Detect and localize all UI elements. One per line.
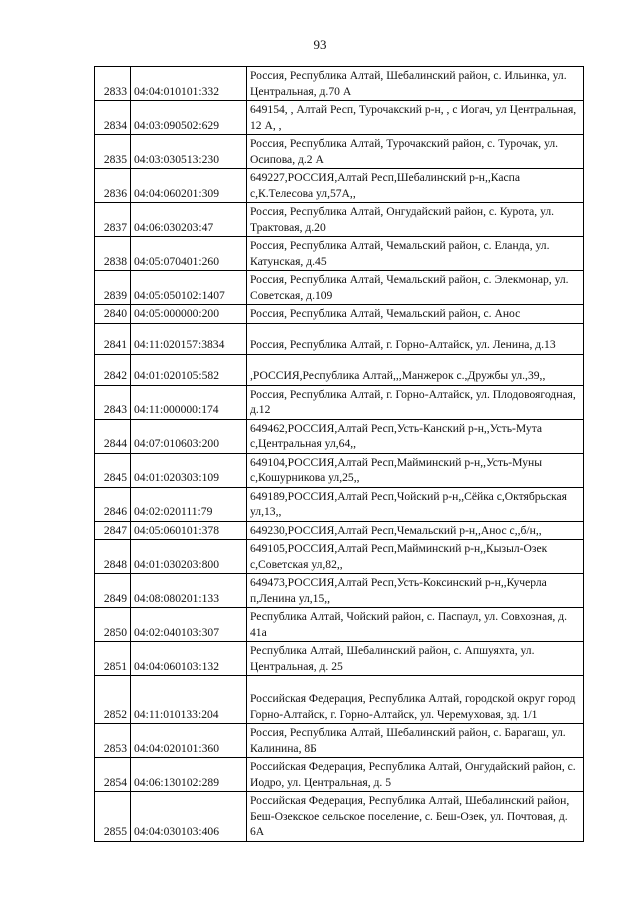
table-row	[95, 237, 584, 271]
table-row	[95, 169, 584, 203]
cadastral-number-cell: 04:11:000000:174	[131, 385, 247, 419]
row-number-cell: 2846	[95, 487, 131, 521]
cadastral-number-cell: 04:04:020101:360	[131, 724, 247, 758]
address-cell: Россия, Республика Алтай, Чемальский район, с. Еланда, ул. Катунская, д.45	[247, 237, 584, 271]
table-row	[95, 101, 584, 135]
address-cell: Республика Алтай, Чойский район, с. Паспаул, ул. Совхозная, д. 41а	[247, 608, 584, 642]
address-cell: Республика Алтай, Шебалинский район, с. Апшуяхта, ул. Центральная, д. 25	[247, 642, 584, 676]
address-cell: Россия, Республика Алтай, Онгудайский район, с. Курота, ул. Трактовая, д.20	[247, 203, 584, 237]
address-cell: 649189,РОССИЯ,Алтай Респ,Чойский р-н,,Сёйка с,Октябрьская ул,13,,	[247, 487, 584, 521]
address-cell: 649154, , Алтай Респ, Турочакский р-н, , с Иогач, ул Центральная, 12 А, ,	[247, 101, 584, 135]
table-row	[95, 792, 584, 842]
row-number-cell: 2840	[95, 305, 131, 324]
cadastral-number-cell: 04:07:010603:200	[131, 419, 247, 453]
cadastral-number-cell: 04:04:060201:309	[131, 169, 247, 203]
address-cell: Россия, Республика Алтай, г. Горно-Алтайск, ул. Плодовоягодная, д.12	[247, 385, 584, 419]
row-number-cell: 2834	[95, 101, 131, 135]
cadastral-number-cell: 04:05:050102:1407	[131, 271, 247, 305]
row-number-cell: 2845	[95, 453, 131, 487]
cadastral-number-cell: 04:02:020111:79	[131, 487, 247, 521]
address-cell: 649473,РОССИЯ,Алтай Респ,Усть-Коксинский р-н,,Кучерла п,Ленина ул,15,,	[247, 574, 584, 608]
row-number-cell: 2847	[95, 521, 131, 540]
row-number-cell: 2849	[95, 574, 131, 608]
table-row	[95, 354, 584, 385]
page-number: 93	[313, 37, 327, 52]
cadastral-number-cell: 04:02:040103:307	[131, 608, 247, 642]
table-row	[95, 203, 584, 237]
address-cell: ,РОССИЯ,Республика Алтай,,,Манжерок с.,Дружбы ул.,39,,	[247, 354, 584, 385]
row-number-cell: 2844	[95, 419, 131, 453]
table-row	[95, 135, 584, 169]
cadastral-number-cell: 04:05:060101:378	[131, 521, 247, 540]
row-number-cell: 2848	[95, 540, 131, 574]
cadastral-number-cell: 04:04:030103:406	[131, 792, 247, 842]
table-row	[95, 385, 584, 419]
address-cell: Российская Федерация, Республика Алтай, Шебалинский район, Беш-Озекское сельское поселение, с. Беш-Озек, ул. Почтовая, д. 6А	[247, 792, 584, 842]
cadastral-number-cell: 04:04:060103:132	[131, 642, 247, 676]
row-number-cell: 2839	[95, 271, 131, 305]
cadastral-number-cell: 04:01:020105:582	[131, 354, 247, 385]
address-cell: Россия, Республика Алтай, Чемальский район, с. Элекмонар, ул. Советская, д.109	[247, 271, 584, 305]
address-cell: Российская Федерация, Республика Алтай, Онгудайский район, с. Иодро, ул. Центральная, д. 5	[247, 758, 584, 792]
address-cell: 649462,РОССИЯ,Алтай Респ,Усть-Канский р-н,,Усть-Мута с,Центральная ул,64,,	[247, 419, 584, 453]
row-number-cell: 2836	[95, 169, 131, 203]
row-number-cell: 2842	[95, 354, 131, 385]
cadastral-number-cell: 04:04:010101:332	[131, 67, 247, 101]
row-number-cell: 2841	[95, 323, 131, 354]
address-cell: Россия, Республика Алтай, Турочакский район, с. Турочак, ул. Осипова, д.2 А	[247, 135, 584, 169]
table-row	[95, 305, 584, 324]
cadastral-number-cell: 04:06:030203:47	[131, 203, 247, 237]
cadastral-number-cell: 04:05:070401:260	[131, 237, 247, 271]
row-number-cell: 2833	[95, 67, 131, 101]
cadastral-number-cell: 04:11:020157:3834	[131, 323, 247, 354]
row-number-cell: 2852	[95, 676, 131, 724]
cadastral-number-cell: 04:03:030513:230	[131, 135, 247, 169]
table-row	[95, 540, 584, 574]
registry-table-body	[95, 67, 584, 842]
row-number-cell: 2837	[95, 203, 131, 237]
row-number-cell: 2838	[95, 237, 131, 271]
table-row	[95, 724, 584, 758]
cadastral-number-cell: 04:08:080201:133	[131, 574, 247, 608]
table-row	[95, 419, 584, 453]
table-row	[95, 642, 584, 676]
row-number-cell: 2850	[95, 608, 131, 642]
table-row	[95, 453, 584, 487]
cadastral-number-cell: 04:06:130102:289	[131, 758, 247, 792]
address-cell: Россия, Республика Алтай, Шебалинский район, с. Барагаш, ул. Калинина, 8Б	[247, 724, 584, 758]
row-number-cell: 2843	[95, 385, 131, 419]
address-cell: Россия, Республика Алтай, Чемальский район, с. Анос	[247, 305, 584, 324]
address-cell: 649104,РОССИЯ,Алтай Респ,Майминский р-н,,Усть-Муны с,Кошурникова ул,25,,	[247, 453, 584, 487]
row-number-cell: 2853	[95, 724, 131, 758]
row-number-cell: 2854	[95, 758, 131, 792]
row-number-cell: 2835	[95, 135, 131, 169]
table-row	[95, 67, 584, 101]
table-row	[95, 323, 584, 354]
table-row	[95, 574, 584, 608]
registry-table	[94, 66, 584, 842]
table-row	[95, 487, 584, 521]
table-row	[95, 521, 584, 540]
address-cell: 649105,РОССИЯ,Алтай Респ,Майминский р-н,,Кызыл-Озек с,Советская ул,82,,	[247, 540, 584, 574]
address-cell: Россия, Республика Алтай, Шебалинский район, с. Ильинка, ул. Центральная, д.70 А	[247, 67, 584, 101]
address-cell: Российская Федерация, Республика Алтай, городской округ город Горно-Алтайск, г. Горно-Алтайск, ул. Черемуховая, зд. 1/1	[247, 676, 584, 724]
address-cell: 649230,РОССИЯ,Алтай Респ,Чемальский р-н,,Анос с,,б/н,,	[247, 521, 584, 540]
cadastral-number-cell: 04:01:030203:800	[131, 540, 247, 574]
cadastral-number-cell: 04:01:020303:109	[131, 453, 247, 487]
table-row	[95, 676, 584, 724]
table-row	[95, 271, 584, 305]
row-number-cell: 2851	[95, 642, 131, 676]
address-cell: 649227,РОССИЯ,Алтай Респ,Шебалинский р-н,,Каспа с,К.Телесова ул,57А,,	[247, 169, 584, 203]
cadastral-number-cell: 04:11:010133:204	[131, 676, 247, 724]
address-cell: Россия, Республика Алтай, г. Горно-Алтайск, ул. Ленина, д.13	[247, 323, 584, 354]
table-row	[95, 758, 584, 792]
cadastral-number-cell: 04:03:090502:629	[131, 101, 247, 135]
table-row	[95, 608, 584, 642]
row-number-cell: 2855	[95, 792, 131, 842]
cadastral-number-cell: 04:05:000000:200	[131, 305, 247, 324]
